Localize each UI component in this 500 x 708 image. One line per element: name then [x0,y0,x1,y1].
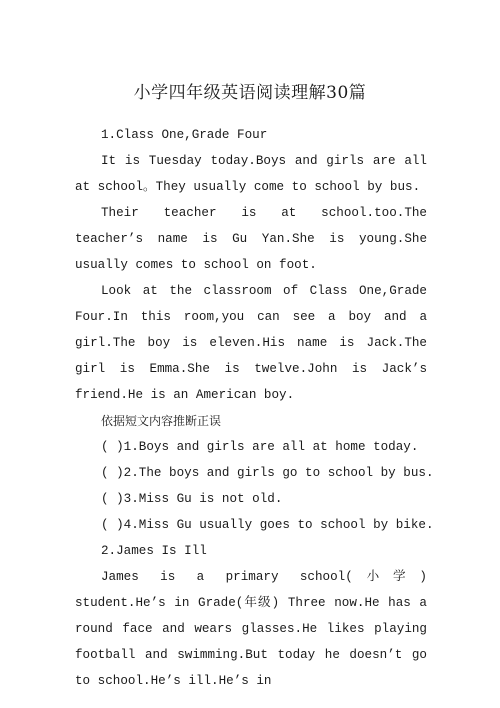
paragraph: James is a primary school(小学) student.He’s in Grade(年级) Three now.He has a round face and wears glasses.He likes playing football and swimming.But today he doesn’t go to school.He’s ill.He’s in [75,570,427,688]
question-item: ( )2.The boys and girls go to school by bus. [101,466,434,480]
question-item: ( )4.Miss Gu usually goes to school by bike. [101,518,434,532]
question-item: ( )1.Boys and girls are all at home today. [101,440,419,454]
document-body [75,122,434,694]
paragraph: It is Tuesday today.Boys and girls are all at school。They usually come to school by bus. [75,154,427,194]
document-title: 小学四年级英语阅读理解30篇 [133,83,367,103]
section-heading: 1.Class One,Grade Four [101,128,268,142]
section-heading: 2.James Is Ill [101,544,207,558]
question-item: ( )3.Miss Gu is not old. [101,492,283,506]
question-instruction: 依据短文内容推断正误 [101,414,222,428]
paragraph: Their teacher is at school.too.The teacher’s name is Gu Yan.She is young.She usually comes to school on foot. [75,206,427,272]
paragraph: Look at the classroom of Class One,Grade Four.In this room,you can see a boy and a girl.The boy is eleven.His name is Jack.The girl is Emma.She is twelve.John is Jack’s friend.He is an American boy. [75,284,427,402]
